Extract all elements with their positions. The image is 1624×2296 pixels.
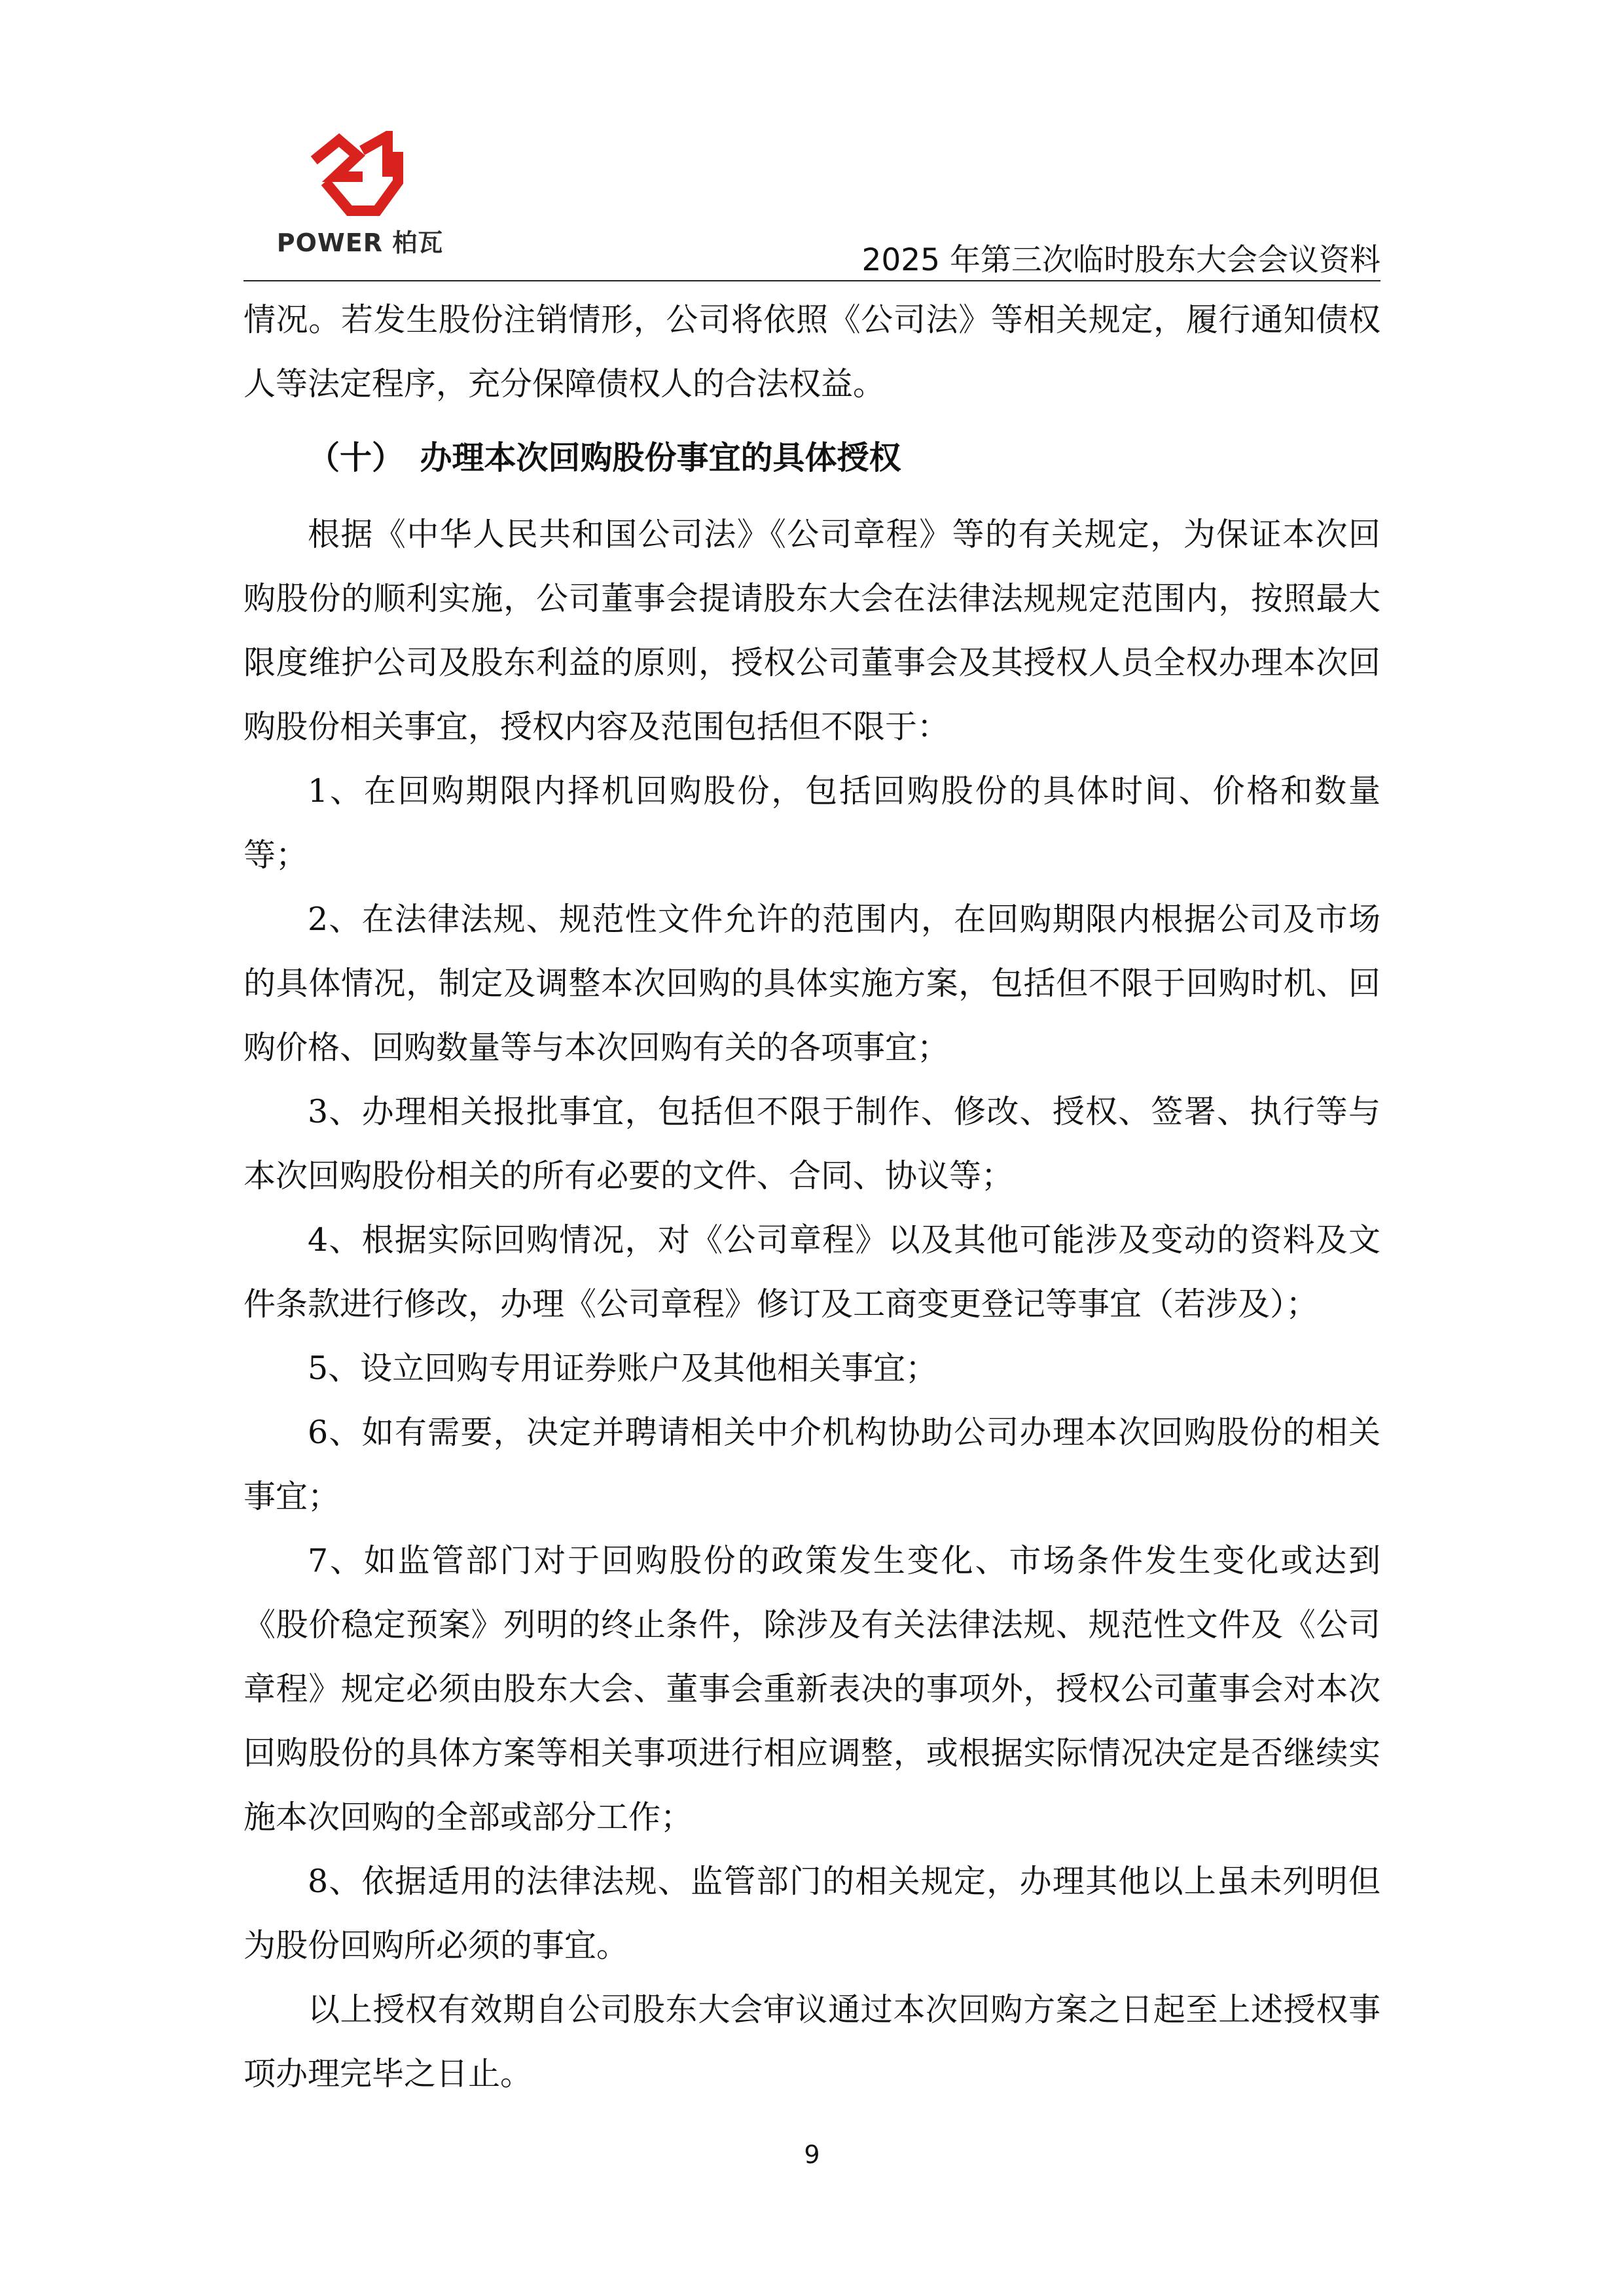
list-item-6: 6、如有需要，决定并聘请相关中介机构协助公司办理本次回购股份的相关事宜； (244, 1414, 1380, 1515)
list-item-3: 3、办理相关报批事宜，包括但不限于制作、修改、授权、签署、执行等与本次回购股份相关的所有必要的文件、合同、协议等； (244, 1093, 1380, 1194)
list-item-4: 4、根据实际回购情况，对《公司章程》以及其他可能涉及变动的资料及文件条款进行修改，办理《公司章程》修订及工商变更登记等事宜（若涉及）； (244, 1221, 1380, 1323)
list-item-1: 1、在回购期限内择机回购股份，包括回购股份的具体时间、价格和数量等； (244, 772, 1380, 874)
main-paragraph: 根据《中华人民共和国公司法》《公司章程》等的有关规定，为保证本次回购股份的顺利实施，公司董事会提请股东大会在法律法规规定范围内，按照最大限度维护公司及股东利益的原则，授权公司董事会及其授权人员全权办理本次回购股份相关事宜，授权内容及范围包括但不限于： (244, 516, 1380, 745)
document-body (244, 288, 1380, 2106)
list-item-2: 2、在法律法规、规范性文件允许的范围内，在回购期限内根据公司及市场的具体情况，制定及调整本次回购的具体实施方案，包括但不限于回购时机、回购价格、回购数量等与本次回购有关的各项事宜； (244, 901, 1380, 1066)
closing-paragraph: 以上授权有效期自公司股东大会审议通过本次回购方案之日起至上述授权事项办理完毕之日止。 (244, 1991, 1380, 2092)
header-divider (244, 280, 1380, 281)
section-heading: （十） 办理本次回购股份事宜的具体授权 (308, 439, 901, 476)
list-item-5: 5、设立回购专用证券账户及其他相关事宜； (308, 1350, 938, 1387)
company-logo (262, 131, 458, 262)
intro-paragraph: 情况。若发生股份注销情形，公司将依照《公司法》等相关规定，履行通知债权人等法定程序，充分保障债权人的合法权益。 (244, 301, 1380, 403)
logo-wordmark: POWER 柏瓦 (276, 228, 444, 257)
list-item-7: 7、如监管部门对于回购股份的政策发生变化、市场条件发生变化或达到《股价稳定预案》列明的终止条件，除涉及有关法律法规、规范性文件及《公司章程》规定必须由股东大会、董事会重新表决的事项外，授权公司董事会对本次回购股份的具体方案等相关事项进行相应调整，或根据实际情况决定是否继续实施本次回购的全部或部分工作； (244, 1542, 1380, 1836)
power-logo-mark-icon (309, 131, 407, 216)
header-title: 2025 年第三次临时股东大会会议资料 (861, 242, 1380, 278)
page-number: 9 (804, 2140, 820, 2169)
list-item-8: 8、依据适用的法律法规、监管部门的相关规定，办理其他以上虽未列明但为股份回购所必须的事宜。 (244, 1863, 1380, 1964)
